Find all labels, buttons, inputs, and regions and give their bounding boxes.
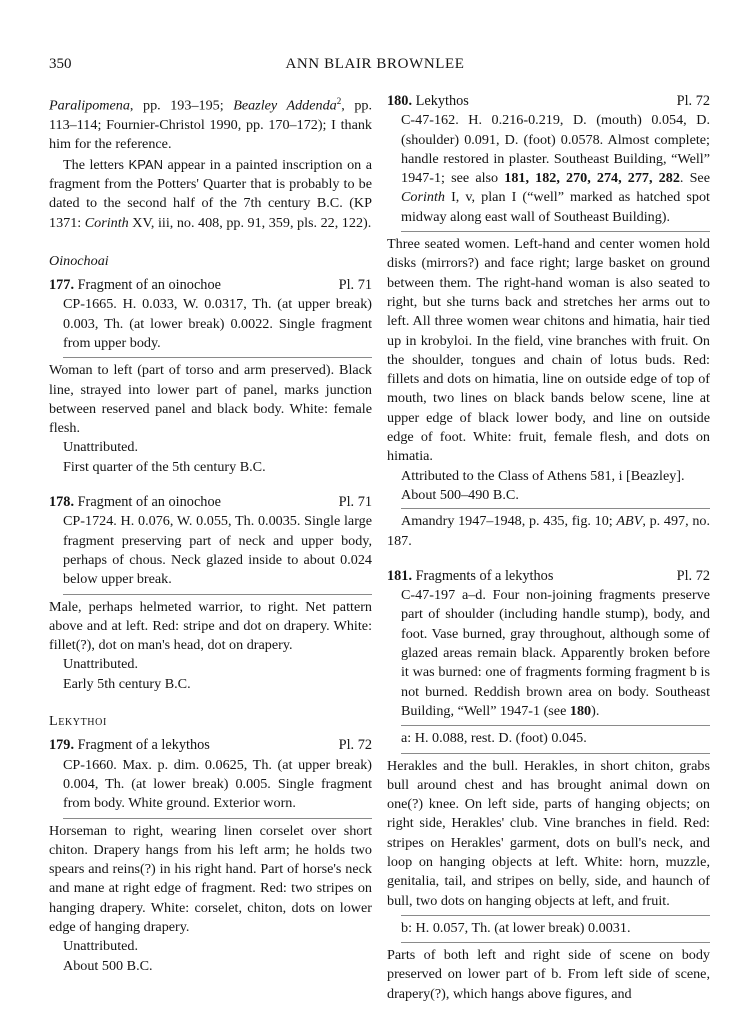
entry-attribution: Attributed to the Class of Athens 581, i [Beazley]. — [401, 467, 685, 484]
entry-attribution: Unattributed. — [63, 938, 139, 955]
divider — [401, 915, 710, 916]
catalog-entry-181 — [387, 567, 710, 1004]
right-column — [387, 92, 710, 1004]
entry-title: 180. Lekythos Pl. 72 — [387, 92, 710, 111]
intro-paragraph-2: The letters KPAN appear in a painted inscription on a fragment from the Potters' Quarter that is probably to be dated to the second half of the 7th century B.C. (KP 1371: Corinth XV, iii, no. 408, pp. 91, 359, pls. 22, 122). — [49, 156, 372, 231]
entry-description: Three seated women. Left-hand and center women hold disks (mirrors?) and face right; large basket on ground between them. The right-hand woman is also seated to right, but she turns back and stretches her arms out to left. All three women wear chitons and himatia, hair tied up in krobyloi. In the field, vine branches with fruit. On the shoulder, tongues and chain of lotus buds. Red: fillets and dots on himatia, line on outside edge of top of mouth, two lines on black bands below scene, line at upper edge of black lower body, and line on outside edge of foot. White: fruit, female flesh, and dots on himatia. — [387, 236, 710, 465]
intro-paragraph-1: Paralipomena, pp. 193–195; Beazley Addenda$^2$, pp. 113–114; Fournier-Christol 1990, pp. 170–172); I thank him for the reference. — [49, 96, 372, 153]
entry-date: Early 5th century B.C. — [63, 675, 191, 692]
plate-ref: Pl. 71 — [338, 277, 372, 294]
entry-attribution: Unattributed. — [63, 439, 139, 456]
plate-ref: Pl. 72 — [338, 737, 372, 754]
entry-spec: CP-1665. H. 0.033, W. 0.0317, Th. (at upper break) 0.003, Th. (at lower break) 0.0022. Single fragment from upper body. — [63, 296, 372, 351]
entry-spec: C-47-162. H. 0.216-0.219, D. (mouth) 0.054, D. (shoulder) 0.091, D. (foot) 0.0578. Almost complete; handle restored in plaster. Southeast Building, “Well” 1947-1; see also 181, 182, 270, 274, 277, 282. See Corinth I, v, plan I (“well” marked as hatched spot midway along east wall of Southeast Building). — [401, 112, 710, 225]
divider — [63, 357, 372, 358]
fragment-a-dimensions: a: H. 0.088, rest. D. (foot) 0.045. — [401, 730, 587, 747]
catalog-entry-177 — [49, 276, 372, 477]
divider — [401, 231, 710, 232]
section-heading-lekythoi: Lekythoi — [49, 713, 107, 730]
fragment-a-description: Herakles and the bull. Herakles, in short chiton, grabs bull around chest and has brought animal down on one(?) knee. On left side, parts of hanging objects; on right side, Herakles' club. Vine branches in field. Red: stripes on Herakles' garment, dots on bull's neck, and loop on hanging objects at left. White: horn, muzzle, genitalia, tail, and stripes on belly, side, and haunch of bull, two dots on hanging objects at left, and fruit. — [387, 757, 710, 909]
entry-title: 178. Fragment of an oinochoe Pl. 71 — [49, 493, 372, 512]
entry-date: About 500 B.C. — [63, 957, 153, 974]
entry-attribution: Unattributed. — [63, 656, 139, 673]
page-header — [49, 56, 701, 76]
entry-bibliography: Amandry 1947–1948, p. 435, fig. 10; ABV, p. 497, no. 187. — [387, 513, 710, 549]
divider — [401, 753, 710, 754]
divider — [401, 508, 710, 509]
section-heading-oinochoai: Oinochoai — [49, 252, 109, 269]
entry-date: First quarter of the 5th century B.C. — [63, 458, 266, 475]
catalog-entry-180 — [387, 92, 710, 551]
entry-spec: CP-1724. H. 0.076, W. 0.055, Th. 0.0035. Single large fragment preserving part of neck and upper body, perhaps of chous. Neck glazed inside to about 0.024 below upper break. — [63, 513, 372, 588]
catalog-entry-179 — [49, 736, 372, 976]
left-column — [49, 92, 372, 976]
page-number: 350 — [49, 56, 72, 72]
divider — [401, 725, 710, 726]
divider — [63, 594, 372, 595]
entry-description: Male, perhaps helmeted warrior, to right. Net pattern above and at left. Red: stripe and dot on drapery. White: fillet(?), dot on man's head, dot on drapery. — [49, 598, 372, 654]
entry-date: About 500–490 B.C. — [401, 486, 519, 503]
entry-description: Woman to left (part of torso and arm preserved). Black line, strayed into lower part of panel, marks junction between reserved panel and black body. White: female flesh. — [49, 362, 372, 437]
plate-ref: Pl. 72 — [676, 567, 710, 584]
running-title: ANN BLAIR BROWNLEE — [285, 56, 465, 72]
catalog-entry-178 — [49, 493, 372, 694]
divider — [63, 818, 372, 819]
entry-spec: C-47-197 a–d. Four non-joining fragments preserve part of shoulder (including handle stump), body, and foot. Vase burned, gray throughout, although some of glazed areas remain black. Apparently broken before it was burned: one of fragments forming fragment b is not burned. Reddish brown area on body. Southeast Building, “Well” 1947-1 (see 180). — [401, 587, 710, 719]
entry-spec: CP-1660. Max. p. dim. 0.0625, Th. (at upper break) 0.004, Th. (at lower break) 0.005. Single fragment from body. White ground. Exterior worn. — [63, 756, 372, 812]
plate-ref: Pl. 71 — [338, 494, 372, 511]
fragment-b-description: Parts of both left and right side of scene on body preserved on lower part of b. From left side of scene, drapery(?), which hangs above figures, and — [387, 947, 710, 1002]
entry-title: 179. Fragment of a lekythos Pl. 72 — [49, 736, 372, 755]
fragment-b-dimensions: b: H. 0.057, Th. (at lower break) 0.0031. — [401, 919, 631, 936]
divider — [401, 942, 710, 943]
plate-ref: Pl. 72 — [676, 93, 710, 109]
entry-description: Horseman to right, wearing linen corselet over short chiton. Drapery hangs from his left arm; he holds two spears and reins(?) in his right hand. Part of horse's neck and mane at right edge of fragment. Red: two stripes on hanging drapery. White: corselet, chiton, dots on lower edge of hanging drapery. — [49, 822, 372, 935]
entry-title: 177. Fragment of an oinochoe Pl. 71 — [49, 276, 372, 295]
entry-title: 181. Fragments of a lekythos Pl. 72 — [387, 567, 710, 586]
